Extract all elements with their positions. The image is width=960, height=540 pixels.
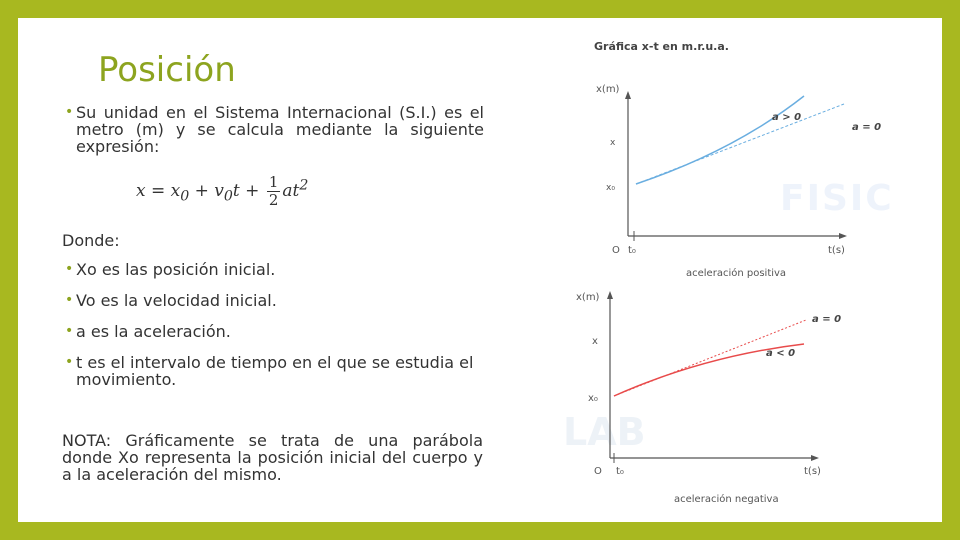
graph2-xlabel: t(s) (804, 466, 821, 477)
graph1-y-arrow-icon (625, 91, 631, 99)
slide-title: Posición (98, 50, 236, 90)
graph1-ylabel: x(m) (596, 84, 620, 95)
note-paragraph: NOTA: Gráficamente se trata de una parábola donde Xo representa la posición inicial del cuerpo y a la aceleración del mismo. (62, 431, 483, 484)
graph1-t0-label: t₀ (628, 245, 636, 256)
formula-denominator: 2 (268, 191, 279, 209)
graph1-title: Gráfica x-t en m.r.u.a. (594, 40, 729, 53)
bullet-icon: • (65, 323, 74, 339)
bullet-text: Vo es la velocidad inicial. (76, 291, 277, 310)
graph2-ylabel: x(m) (576, 292, 600, 303)
bullet-icon: • (65, 261, 74, 277)
bullet-icon: • (65, 292, 74, 308)
graph1-x0-label: x₀ (606, 183, 615, 193)
bullet-icon: • (65, 104, 74, 120)
formula-fraction (267, 174, 281, 209)
graph2-label-accel: a < 0 (766, 348, 796, 359)
formula-sub0: 0 (180, 188, 190, 205)
graph-negative-acceleration (574, 286, 904, 511)
graph1-label-zero: a = 0 (852, 122, 882, 133)
formula-sub1: 0 (223, 188, 233, 205)
donde-label: Donde: (62, 231, 120, 250)
bullet-item (65, 260, 276, 279)
position-formula (136, 174, 308, 209)
graph1-label-accel: a > 0 (772, 112, 802, 123)
watermark-fisic: FISIC (780, 178, 894, 219)
bullet-text: a es la aceleración. (76, 322, 231, 341)
bullet-item (65, 291, 277, 310)
graph1-x-label: x (610, 138, 616, 148)
formula-tail: at (282, 181, 300, 201)
graph2-label-zero: a = 0 (812, 314, 842, 325)
watermark-lab: LAB (563, 410, 646, 454)
graph2-caption: aceleración negativa (674, 494, 779, 505)
formula-t: t + (232, 181, 265, 201)
formula-numerator: 1 (268, 173, 279, 191)
bullet-text: t es el intervalo de tiempo en el que se estudia el movimiento. (76, 353, 474, 389)
formula-lhs: x = x (136, 181, 181, 201)
graph-positive-acceleration (574, 36, 904, 279)
graph1-caption: aceleración positiva (686, 268, 787, 279)
bullet-icon: • (65, 354, 74, 370)
formula-sup: 2 (299, 177, 309, 194)
graph2-x-label: x (592, 336, 598, 347)
graph1-x-arrow-icon (839, 233, 847, 239)
paragraph-units-text: Su unidad en el Sistema Internacional (S.I.) es el metro (m) y se calcula mediante la siguiente expresión: (76, 103, 484, 156)
graph2-y-arrow-icon (607, 291, 613, 299)
graph1-origin: O (612, 245, 620, 256)
graph1-positive-curve (636, 96, 804, 184)
bullet-item (65, 322, 231, 341)
graph2-origin: O (594, 466, 602, 477)
graph2-x0-label: x₀ (588, 393, 598, 404)
graph2-x-arrow-icon (811, 455, 819, 461)
graph1-xlabel: t(s) (828, 245, 845, 256)
bullet-item (65, 353, 484, 389)
slide (18, 18, 942, 522)
formula-mid: + v (189, 181, 224, 201)
bullet-text: Xo es las posición inicial. (76, 260, 276, 279)
graph2-t0-label: t₀ (616, 466, 624, 477)
paragraph-units (65, 103, 484, 156)
